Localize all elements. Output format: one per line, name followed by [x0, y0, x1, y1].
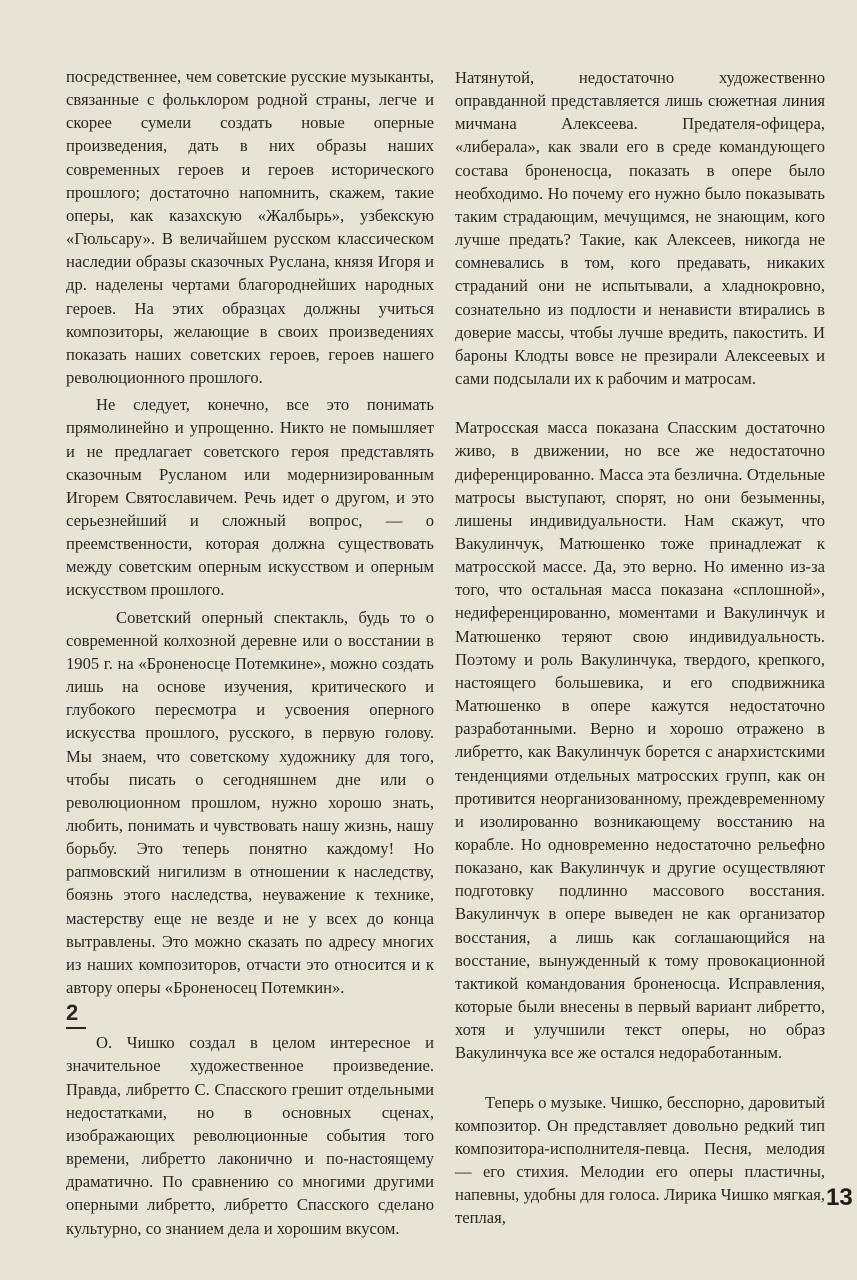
right-column [455, 66, 825, 1230]
page-number: 13 [826, 1184, 853, 1211]
paragraph: Не следует, конечно, все это понимать прямолинейно и упрощенно. Никто не помышляет и не предлагает советского героя представлять сказочным Русланом или модернизированным Игорем Святославичем. Речь идет о другом, и это серьезнейший и сложный вопрос, — о преемственности, которая должна существовать между советским оперным искусством и оперным искусством прошлого. [66, 395, 434, 600]
left-column [66, 65, 434, 1240]
paragraph: Матросская масса показана Спасским достаточно живо, в движении, но все же недостаточно диференцированно. Масса эта безлична. Отдельные матросы выступают, спорят, но они безыменны, лишены индивидуальности. Нам скажут, что Вакулинчук, Матюшенко тоже принадлежат к матросской массе. Да, это верно. Но именно из-за того, что остальная масса показана «сплошной», недиференцированно, моментами и Вакулинчук и Матюшенко теряют свою индивидуальность. Поэтому и роль Вакулинчука, твердого, крепкого, настоящего большевика, и его сподвижника Матюшенко в опере кажутся недостаточно разработанными. Верно и хорошо отражено в либретто, как Вакулинчук борется с анархистскими тенденциями отдельных матросских групп, как он противится неорганизованному, преждевременному и изолированно возникающему восстанию на корабле. Но одновременно недостаточно рельефно показано, как Вакулинчук и другие осуществляют подготовку подлинно массового восстания. Вакулинчук в опере выведен не как организатор восстания, а лишь как соглашающийся на восстание, вынужденный к тому провокационной тактикой командования броненосца. Исправления, которые были внесены в первый вариант либретто, хотя и улучшили текст оперы, но образ Вакулинчука все же остался недоработанным. [455, 418, 825, 1063]
paragraph: Теперь о музыке. Чишко, бесспорно, даровитый композитор. Он представляет довольно редкий тип композитора-исполнителя-певца. Песня, мелодия — его стихия. Мелодии его оперы пластичны, напевны, удобны для голоса. Лирика Чишко мягкая, теплая, [455, 1092, 825, 1228]
paragraph: Советский оперный спектакль, будь то о современной колхозной деревне или о восстании в 1905 г. на «Броненосце Потемкине», можно создать лишь на основе изучения, критического и глубокого пересмотра и усвоения оперного искусства прошлого, русского, в первую голову. Мы знаем, что советскому художнику для того, чтобы писать о сегодняшнем дне или о революционном прошлом, нужно хорошо знать, любить, понимать и чувствовать нашу жизнь, нашу борьбу. Это теперь понятно каждому! Но рапмовский нигилизм в отношении к наследству, боязнь этого наследства, неуважение к технике, мастерству еще не везде и не у всех до конца вытравлены. Это можно сказать по адресу многих из наших композиторов, отчасти это относится и к автору оперы «Броненосец Потемкин». [66, 607, 434, 998]
paragraph: посредственнее, чем советские русские музыканты, связанные с фольклором родной страны, легче и скорее сумели создать новые оперные произведения, дать в них образы наших современных героев и героев исторического прошлого; достаточно напомнить, скажем, такие оперы, как казахскую «Жалбырь», узбекскую «Гюльсару». В величайшем русском классическом наследии образы сказочных Руслана, князя Игоря и др. наделены чертами благороднейших народных героев. На этих образцах должны учиться композиторы, желающие в своих произведениях показать наших советских героев, героев нашего революционного прошлого. [66, 67, 434, 388]
paragraph: О. Чишко создал в целом интересное и значительное художественное произведение. Правда, либретто С. Спасского грешит отдельными недостатками, но в основных сценах, изображающих революционные события того времени, либретто лаконично и по-настоящему драматично. По сравнению со многими другими оперными либретто, либретто Спасского сделано культурно, со знанием дела и хорошим вкусом. [66, 1033, 434, 1238]
section-number: 2 [66, 1001, 86, 1029]
paragraph: Натянутой, недостаточно художественно оправданной представляется лишь сюжетная линия мичмана Алексеева. Предателя-офицера, «либерала», как звали его в среде командующего состава броненосца, показать в опере было необходимо. Но почему его нужно было показывать таким страдающим, мечущимся, не знающим, кого лучше предать? Такие, как Алексеев, никогда не сомневались в том, кого предавать, никаких страданий они не испытывали, а хладнокровно, сознательно из подлости и ненависти втирались в доверие массы, чтобы лучше вредить, пакостить. И бароны Клодты вовсе не презирали Алексеевых и сами подсылали их к рабочим и матросам. [455, 68, 825, 389]
